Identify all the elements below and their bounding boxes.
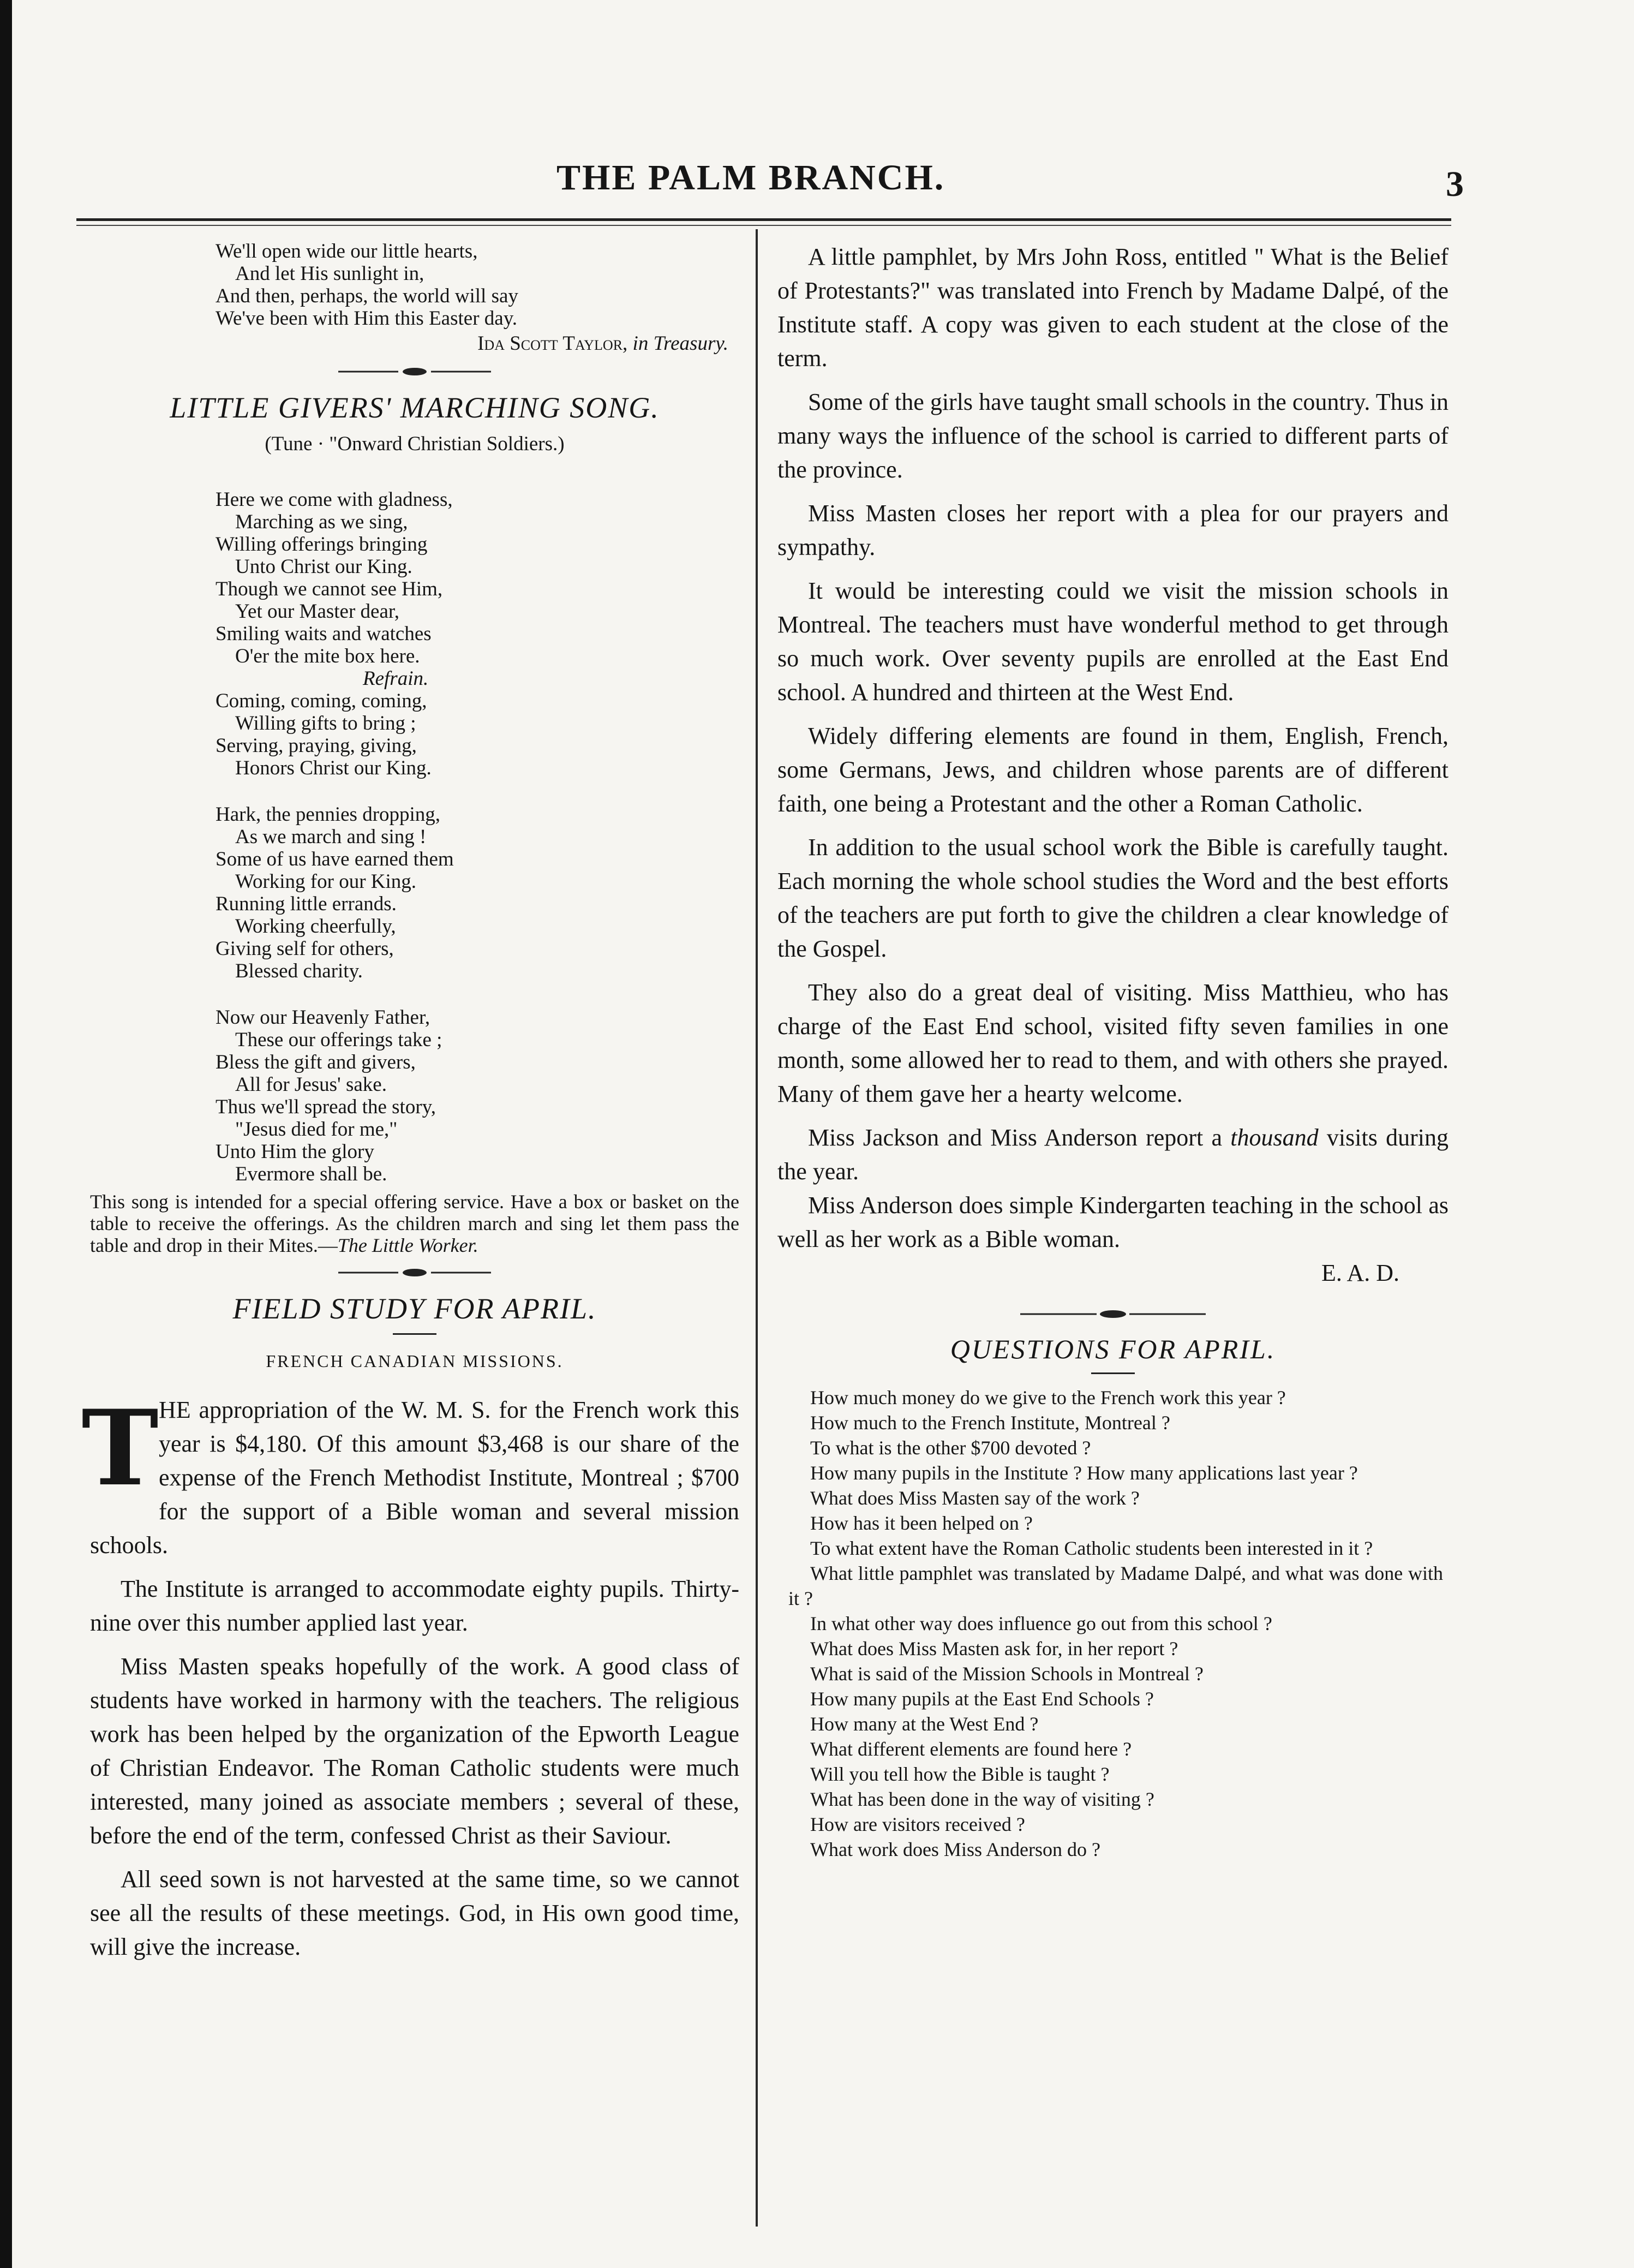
poem-line: Evermore shall be. bbox=[235, 1163, 387, 1185]
poem-attribution bbox=[90, 332, 739, 355]
field-study-paragraph: Miss Masten speaks hopefully of the work. A good class of students have worked in harmony with the teachers. The religious work has been helped by the organization of the Epworth League of Christian Endeavor. The Roman Catholic students were much interested, many joined as associate members ; several of these, before the end of the term, confessed Christ as their Saviour. bbox=[90, 1653, 739, 1849]
paragraph-text: visits during the year. bbox=[777, 1124, 1449, 1185]
field-study-paragraph bbox=[81, 1387, 739, 1562]
page-header-title: THE PALM BRANCH. bbox=[556, 158, 945, 198]
poem-line: Unto Christ our King. bbox=[235, 556, 412, 578]
attribution-source: in Treasury. bbox=[632, 332, 728, 355]
refrain-label: Refrain. bbox=[363, 667, 429, 690]
questions-title: QUESTIONS FOR APRIL. bbox=[950, 1334, 1276, 1364]
ornament-divider bbox=[90, 367, 739, 379]
poem-line: Giving self for others, bbox=[216, 938, 394, 960]
ornament-divider bbox=[90, 1268, 739, 1280]
left-column bbox=[81, 240, 739, 1974]
emphasis-text: thousand bbox=[1230, 1124, 1319, 1151]
question-item: What different elements are found here ? bbox=[810, 1738, 1132, 1760]
poem-line: Bless the gift and givers, bbox=[216, 1051, 416, 1073]
article-paragraph: A little pamphlet, by Mrs John Ross, entitled " What is the Belief of Protestants?" was translated into French by Madame Dalpé, of the Institute staff. A copy was given to each student at the close of the term. bbox=[777, 243, 1449, 372]
poem-line: Here we come with gladness, bbox=[216, 488, 453, 511]
poem-line: Unto Him the glory bbox=[216, 1141, 374, 1163]
poem-line: Smiling waits and watches bbox=[216, 623, 432, 645]
question-item: Will you tell how the Bible is taught ? bbox=[810, 1763, 1110, 1785]
ornament-rule-icon bbox=[1020, 1310, 1206, 1318]
poem-line: Though we cannot see Him, bbox=[216, 578, 443, 600]
poem-line: Working for our King. bbox=[235, 870, 417, 893]
poem-line: Honors Christ our King. bbox=[235, 757, 432, 779]
poem-line: Hark, the pennies dropping, bbox=[216, 803, 441, 826]
author-signature: E. A. D. bbox=[1321, 1260, 1399, 1286]
question-item: What has been done in the way of visiting ? bbox=[810, 1788, 1154, 1810]
ornament-rule-icon bbox=[338, 1268, 491, 1277]
question-item: What little pamphlet was translated by Madame Dalpé, and what was done with it ? bbox=[788, 1562, 1443, 1609]
song-title: LITTLE GIVERS' MARCHING SONG. bbox=[170, 391, 660, 424]
field-study-body bbox=[81, 1387, 739, 1964]
poem-line: And let His sunlight in, bbox=[235, 262, 424, 285]
question-item: How much to the French Institute, Montreal ? bbox=[810, 1412, 1170, 1434]
page-spine-edge bbox=[0, 0, 12, 2268]
poem-line: Some of us have earned them bbox=[216, 848, 454, 870]
poem-line: Running little errands. bbox=[216, 893, 397, 915]
article-paragraph: Miss Masten closes her report with a plea for our prayers and sympathy. bbox=[777, 500, 1449, 560]
field-study-paragraph: The Institute is arranged to accommodate eighty pupils. Thirty-nine over this number applied last year. bbox=[90, 1575, 739, 1636]
article-continued bbox=[777, 240, 1449, 1290]
ornament-rule-icon bbox=[338, 367, 491, 376]
article-paragraph: Widely differing elements are found in them, English, French, some Germans, Jews, and children whose parents are of different faith, one being a Protestant and the other a Roman Catholic. bbox=[777, 723, 1449, 817]
article-paragraph: Miss Anderson does simple Kindergarten teaching in the school as well as her work as a Bible woman. bbox=[777, 1192, 1449, 1252]
song-note-text: This song is intended for a special offering service. Have a box or basket on the table to receive the offerings. As the children march and sing let them pass the table and drop in their Mites.— bbox=[90, 1191, 739, 1256]
poem-line: Coming, coming, coming, bbox=[216, 690, 427, 712]
poem-line: All for Jesus' sake. bbox=[235, 1073, 387, 1096]
article-paragraph: It would be interesting could we visit the mission schools in Montreal. The teachers must have wonderful method to get through so much work. Over seventy pupils are enrolled at the East End school. A hundred and thirteen at the West End. bbox=[777, 577, 1449, 706]
poem-line: Serving, praying, giving, bbox=[216, 735, 417, 757]
field-study-paragraph: All seed sown is not harvested at the same time, so we cannot see all the results of these meetings. God, in His own good time, will give the increase. bbox=[90, 1866, 739, 1960]
short-rule bbox=[1091, 1372, 1135, 1374]
poem-line: Marching as we sing, bbox=[235, 511, 408, 533]
song-stanza-3 bbox=[216, 1006, 739, 1185]
ornament-divider bbox=[777, 1310, 1449, 1321]
field-study-subtitle: FRENCH CANADIAN MISSIONS. bbox=[266, 1351, 564, 1371]
poem-line: Working cheerfully, bbox=[235, 915, 396, 938]
poem-line: We'll open wide our little hearts, bbox=[216, 240, 478, 262]
question-item: How are visitors received ? bbox=[810, 1813, 1025, 1835]
article-paragraph: In addition to the usual school work the Bible is carefully taught. Each morning the whole school studies the Word and the best efforts of the teachers are put forth to give the children a clear knowledge of the Gospel. bbox=[777, 834, 1449, 962]
song-stanza-1 bbox=[216, 488, 739, 779]
question-item: In what other way does influence go out from this school ? bbox=[810, 1613, 1272, 1634]
right-column bbox=[777, 240, 1449, 1862]
column-divider bbox=[756, 229, 758, 2227]
song-note bbox=[90, 1191, 739, 1256]
attribution-author: Ida Scott Taylor, bbox=[477, 332, 628, 355]
paragraph-text: HE appropriation of the W. M. S. for the French work this year is $4,180. Of this amount $3,468 is our share of the expense of the French Methodist Institute, Montreal ; $700 for the support of a Bible woman and several mission schools. bbox=[90, 1396, 739, 1559]
question-item: How many pupils at the East End Schools ? bbox=[810, 1688, 1154, 1710]
paragraph-text: Miss Jackson and Miss Anderson report a bbox=[808, 1124, 1231, 1151]
question-item: What is said of the Mission Schools in Montreal ? bbox=[810, 1663, 1204, 1685]
question-item: How many pupils in the Institute ? How many applications last year ? bbox=[810, 1462, 1358, 1484]
question-item: How many at the West End ? bbox=[810, 1713, 1039, 1735]
page-number: 3 bbox=[1446, 164, 1464, 204]
intro-poem bbox=[216, 240, 739, 330]
poem-line: "Jesus died for me," bbox=[235, 1118, 398, 1141]
header-rule bbox=[76, 218, 1451, 221]
song-tune: (Tune · "Onward Christian Soldiers.) bbox=[265, 433, 565, 455]
article-paragraph: They also do a great deal of visiting. Miss Matthieu, who has charge of the East End school, visited fifty seven families in one month, some allowed her to read to them, and with others she prayed. Many of them gave her a hearty welcome. bbox=[777, 979, 1449, 1107]
question-item: What does Miss Masten say of the work ? bbox=[810, 1487, 1140, 1509]
article-paragraph: Some of the girls have taught small schools in the country. Thus in many ways the influence of the school is carried to different parts of the province. bbox=[777, 389, 1449, 483]
drop-cap: T bbox=[81, 1387, 159, 1509]
poem-line: As we march and sing ! bbox=[235, 826, 427, 848]
poem-line: Blessed charity. bbox=[235, 960, 363, 982]
question-item: To what extent have the Roman Catholic students been interested in it ? bbox=[810, 1537, 1373, 1559]
question-item: How has it been helped on ? bbox=[810, 1512, 1033, 1534]
song-stanza-2 bbox=[216, 803, 739, 982]
field-study-title: FIELD STUDY FOR APRIL. bbox=[232, 1292, 597, 1325]
poem-line: Now our Heavenly Father, bbox=[216, 1006, 430, 1029]
poem-line: Yet our Master dear, bbox=[235, 600, 399, 623]
poem-line: Willing offerings bringing bbox=[216, 533, 428, 556]
poem-line: O'er the mite box here. bbox=[235, 645, 420, 667]
song-note-source: The Little Worker. bbox=[337, 1234, 478, 1256]
poem-line: And then, perhaps, the world will say bbox=[216, 285, 518, 307]
question-item: What does Miss Masten ask for, in her report ? bbox=[810, 1638, 1178, 1660]
article-paragraph bbox=[777, 1121, 1449, 1189]
poem-line: These our offerings take ; bbox=[235, 1029, 442, 1051]
poem-line: Willing gifts to bring ; bbox=[235, 712, 416, 735]
question-item: To what is the other $700 devoted ? bbox=[810, 1437, 1091, 1459]
header-rule-thin bbox=[76, 225, 1451, 226]
poem-line: We've been with Him this Easter day. bbox=[216, 307, 518, 330]
question-item: How much money do we give to the French work this year ? bbox=[810, 1387, 1286, 1408]
question-item: What work does Miss Anderson do ? bbox=[810, 1839, 1100, 1860]
poem-line: Thus we'll spread the story, bbox=[216, 1096, 436, 1118]
short-rule bbox=[393, 1333, 436, 1335]
questions-list bbox=[777, 1385, 1449, 1862]
